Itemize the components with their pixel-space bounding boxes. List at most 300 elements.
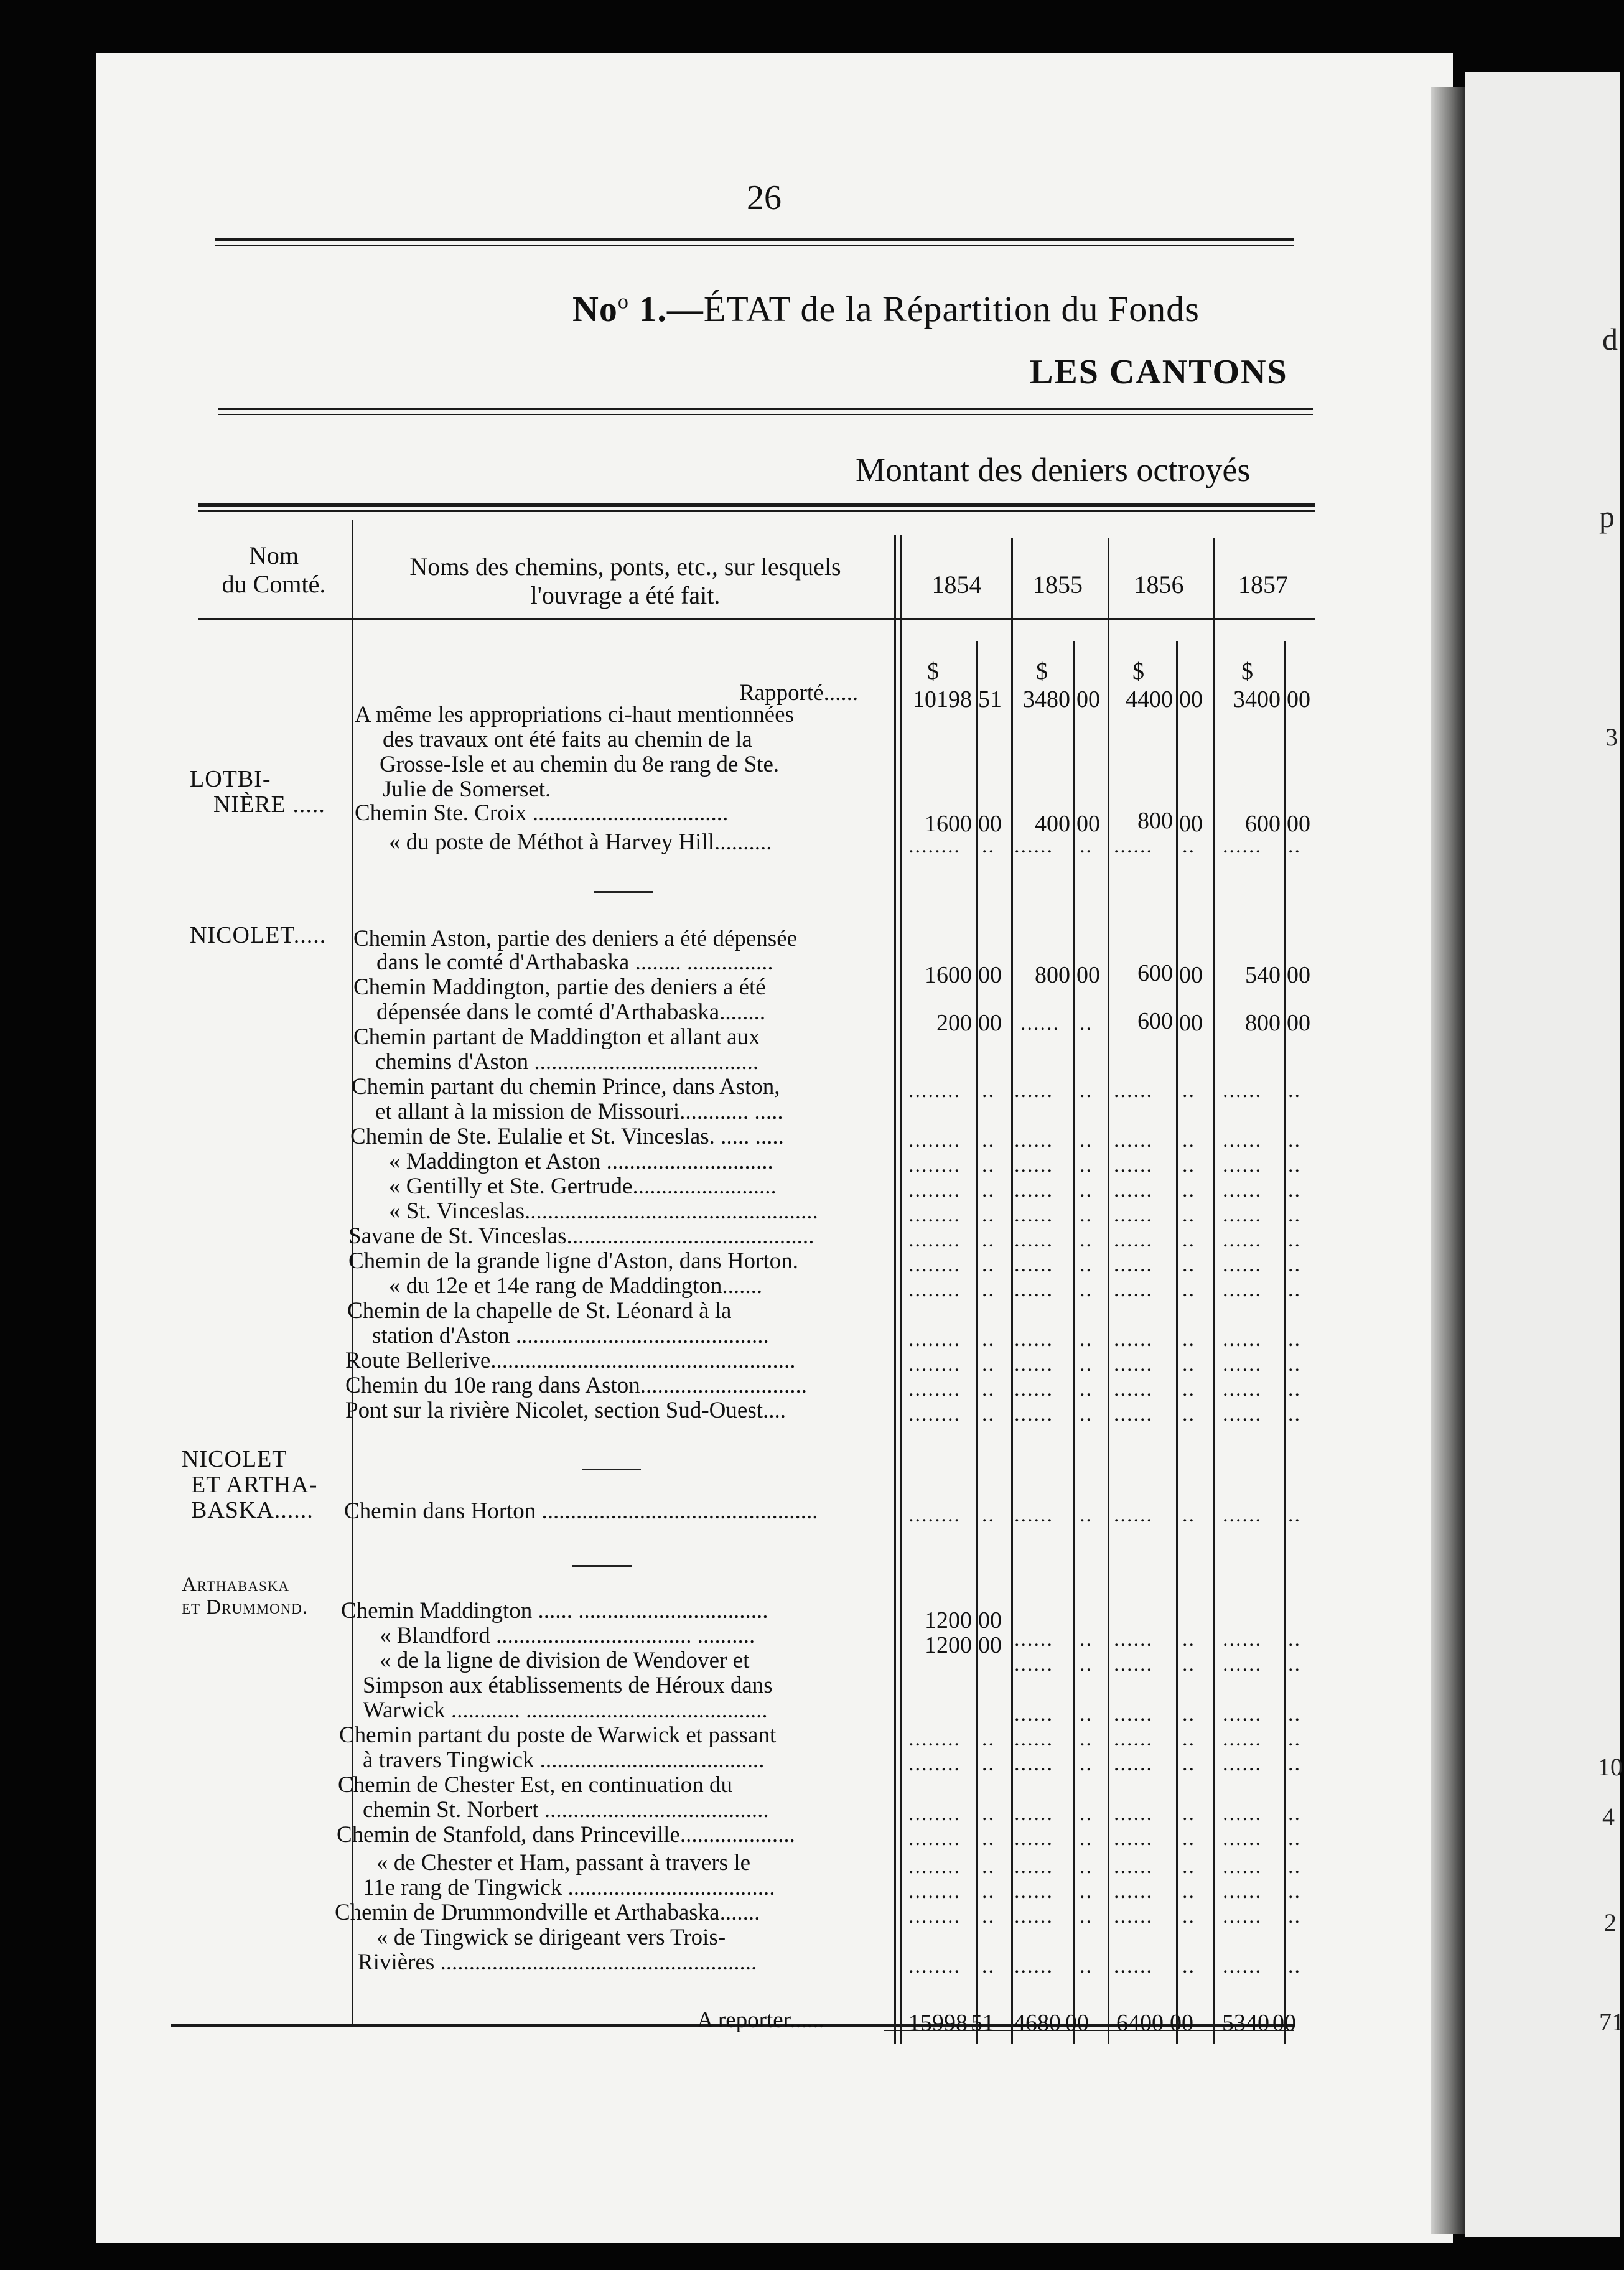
title-prefix: No [572,289,618,329]
empty-dots: ...... [1223,1880,1262,1903]
line-pont: Pont sur la rivière Nicolet, section Sud-Ouest.... [345,1398,786,1423]
empty-dots: .. [1182,1079,1195,1102]
facing-page-fragment: 2 [1604,1908,1617,1936]
line-warwick-1: Chemin partant du poste de Warwick et passant [339,1722,777,1748]
county-artha-drum-line1: Arthabaska [182,1574,290,1596]
empty-dots: ........ [908,1203,961,1226]
empty-dots: ...... [1014,1129,1053,1152]
line-madd-1: Chemin Maddington, partie des deniers a été [353,974,766,1000]
empty-dots: .. [1080,1802,1093,1825]
empty-dots: ...... [1114,1702,1153,1726]
empty-dots: .. [982,1855,995,1878]
county-column-header [205,541,342,599]
empty-dots: ...... [1014,1955,1053,1978]
amount-1854: 1600 [925,811,972,837]
empty-dots: .. [1080,1353,1093,1376]
empty-dots: ...... [1014,1802,1053,1825]
section-separator [582,1469,641,1470]
facing-page [1465,72,1620,2237]
empty-dots: .. [1080,1503,1093,1526]
empty-dots: .. [1182,1880,1195,1903]
line-prince-1: Chemin partant du chemin Prince, dans Aston, [352,1074,780,1100]
line-wendover-3: Warwick ............ .......................................... [363,1698,768,1723]
empty-dots: ........ [908,1855,961,1878]
empty-dots: .. [982,1503,995,1526]
empty-dots: .. [982,1827,995,1850]
amount-1854: 1600 [925,962,972,988]
empty-dots: .. [982,1179,995,1202]
cents-1855: 00 [1076,686,1100,712]
roads-column-divider [894,535,896,2044]
amount-1856: 600 [1137,1008,1173,1034]
section-separator [572,1565,632,1567]
year-divider-1855 [1011,538,1013,2044]
empty-dots: .. [982,1129,995,1152]
empty-dots: .. [1182,834,1195,857]
empty-dots: ...... [1114,1278,1153,1301]
empty-dots: .. [1288,1179,1301,1202]
line-ham-1: « de Chester et Ham, passant à travers le [376,1850,751,1875]
county-lotbiniere-line1: LOTBI- [190,766,271,792]
empty-dots: .. [1080,1378,1093,1401]
empty-dots: .. [1080,1203,1093,1226]
county-lotbiniere [190,767,325,818]
empty-dots: .. [1288,1228,1301,1251]
empty-dots: .. [1080,1328,1093,1351]
empty-dots: .. [1288,1403,1301,1426]
empty-dots: .. [1182,1253,1195,1276]
empty-dots: ...... [1114,1503,1153,1526]
total-cents-1857: 00 [1272,2010,1296,2036]
empty-dots: .. [982,1403,995,1426]
empty-dots: .. [1182,1955,1195,1978]
empty-dots: ...... [1014,1278,1053,1301]
empty-dots: ...... [1223,1905,1262,1928]
empty-dots: .. [1182,1752,1195,1775]
cents-1854: 51 [978,686,1002,712]
empty-dots: ........ [908,1752,961,1775]
line-madd-aston: « Maddington et Aston ............................. [389,1149,773,1174]
facing-page-fragment: 10 [1598,1753,1623,1781]
line-eulalie: Chemin de Ste. Eulalie et St. Vinceslas. ..... ..... [350,1124,784,1149]
facing-page-fragment: p [1599,499,1615,534]
county-arthabaska-drummond [182,1574,308,1618]
cents-divider-1857 [1284,641,1286,2044]
empty-dots: ...... [1223,1955,1262,1978]
empty-dots: ...... [1223,1278,1262,1301]
empty-dots: ...... [1114,1328,1153,1351]
total-1855: 4680 [1014,2010,1061,2036]
cents-1856: 00 [1179,811,1203,837]
amount-1857: 800 [1245,1010,1281,1036]
empty-dots: .. [982,1328,995,1351]
empty-dots: ........ [908,1905,961,1928]
empty-dots: .. [1080,1827,1093,1850]
empty-dots: .. [982,1154,995,1177]
line-st-vinceslas: « St. Vinceslas................................................... [389,1198,818,1224]
empty-dots: .. [1080,1727,1093,1750]
line-wendover-1: « de la ligne de division de Wendover et [380,1648,750,1673]
table-header-bottom-rule [198,618,1315,620]
empty-dots: .. [1080,834,1093,857]
county-nicolet-arthabaska [182,1447,317,1523]
total-1854: 15998 [908,2010,968,2036]
amount-1854: 1200 [925,1607,972,1633]
empty-dots: ........ [908,1129,961,1152]
roads-header-line1: Noms des chemins, ponts, etc., sur lesquels [409,553,841,581]
empty-dots: ...... [1223,1154,1262,1177]
line-trois-2: Rivières ....................................................... [358,1950,757,1975]
empty-dots: ...... [1014,1827,1053,1850]
roads-header-line2: l'ouvrage a été fait. [530,581,721,609]
empty-dots: ...... [1114,1203,1153,1226]
line-rang10: Chemin du 10e rang dans Aston............................. [345,1373,808,1398]
empty-dots: ...... [1223,1328,1262,1351]
empty-dots: .. [1288,1203,1301,1226]
empty-dots: ........ [908,1278,961,1301]
empty-dots: .. [1288,1154,1301,1177]
amount-1854: 200 [936,1010,972,1036]
empty-dots: ...... [1014,1179,1053,1202]
empty-dots: ........ [908,1328,961,1351]
empty-dots: .. [1288,1503,1301,1526]
empty-dots: .. [1288,1702,1301,1726]
county-nicolet: NICOLET..... [190,922,327,948]
cents-1857: 00 [1287,962,1310,988]
empty-dots: .. [1182,1503,1195,1526]
empty-dots: .. [1182,1228,1195,1251]
empty-dots: .. [1288,1802,1301,1825]
line-ham-2: 11e rang de Tingwick .................................... [363,1875,775,1900]
cents-divider-1855 [1073,641,1075,2044]
empty-dots: ...... [1114,1628,1153,1651]
empty-dots: ........ [908,1827,961,1850]
empty-dots: .. [1080,1278,1093,1301]
county-nicolet-artha-line1: NICOLET [182,1446,287,1472]
empty-dots: ...... [1223,1802,1262,1825]
empty-dots: .. [1182,1154,1195,1177]
empty-dots: .. [1182,1278,1195,1301]
empty-dots: .. [1288,1628,1301,1651]
line-horton: Chemin dans Horton ................................................ [344,1498,818,1524]
empty-dots: ........ [908,1353,961,1376]
line-partant-2: chemins d'Aston ....................................... [375,1049,759,1075]
empty-dots: ...... [1223,1653,1262,1676]
empty-dots: .. [1182,1727,1195,1750]
empty-dots: .. [1288,1353,1301,1376]
cents-1857: 00 [1287,1010,1310,1036]
line-chapelle-1: Chemin de la chapelle de St. Léonard à la [347,1298,732,1324]
title-number: 1.— [628,289,704,329]
empty-dots: .. [1182,1203,1195,1226]
empty-dots: ...... [1223,1702,1262,1726]
facing-page-fragment: 3 [1605,723,1618,751]
empty-dots: .. [1080,1855,1093,1878]
empty-dots: ........ [908,1955,961,1978]
empty-dots: .. [982,1228,995,1251]
county-lotbiniere-line2: NIÈRE ..... [213,792,325,818]
empty-dots: .. [1182,1353,1195,1376]
empty-dots: .. [1182,1702,1195,1726]
amount-1857: 540 [1245,962,1281,988]
empty-dots: ...... [1014,1403,1053,1426]
cents-1854: 00 [978,1632,1002,1658]
line-a-reporter: A reporter...... [697,2007,824,2033]
empty-dots: .. [982,1378,995,1401]
empty-dots: ...... [1014,1628,1053,1651]
cents-1856: 00 [1179,1010,1203,1036]
cents-divider-1854 [976,641,978,2044]
cents-1855: 00 [1076,962,1100,988]
line-aston-2: dans le comté d'Arthabaska ........ ............... [376,950,773,975]
empty-dots: ...... [1223,1179,1262,1202]
empty-dots: ...... [1223,1228,1262,1251]
line-rapporte: Rapporté...... [739,680,859,706]
empty-dots: .. [1182,1802,1195,1825]
empty-dots: ........ [908,1503,961,1526]
empty-dots: ...... [1014,1653,1053,1676]
empty-dots: ...... [1114,1802,1153,1825]
line-gentilly: « Gentilly et Ste. Gertrude......................... [389,1174,777,1199]
empty-dots: ........ [908,1727,961,1750]
total-1857: 5340 [1222,2010,1269,2036]
empty-dots: ...... [1114,1880,1153,1903]
empty-dots: ...... [1114,1353,1153,1376]
empty-dots: ...... [1014,1727,1053,1750]
empty-dots: ........ [908,1378,961,1401]
empty-dots: .. [1182,1129,1195,1152]
county-nicolet-artha-line3: BASKA...... [191,1497,314,1524]
empty-dots: .. [1288,1727,1301,1750]
roads-column-divider-double [900,535,902,2044]
empty-dots: .. [1288,1653,1301,1676]
empty-dots: .. [1182,1328,1195,1351]
empty-dots: ...... [1223,834,1262,857]
empty-dots: ...... [1223,1827,1262,1850]
facing-page-fragment: 4 [1602,1803,1615,1831]
empty-dots: .. [982,1727,995,1750]
empty-dots: ...... [1114,1727,1153,1750]
dollar-sign: $ [1241,658,1253,684]
line-rang12: « du 12e et 14e rang de Maddington....... [389,1273,763,1299]
table-top-rule-thin [198,510,1315,512]
empty-dots: ........ [908,1179,961,1202]
line-a-meme-3: Grosse-Isle et au chemin du 8e rang de Ste. [380,752,780,777]
cents-divider-1856 [1176,641,1178,2044]
title-superscript: o [617,290,629,314]
empty-dots: .. [1288,1328,1301,1351]
page-number: 26 [747,179,782,217]
amount-1854: 10198 [913,686,972,712]
line-bellerive: Route Bellerive..................................................... [345,1348,796,1373]
empty-dots: ........ [908,1228,961,1251]
year-header-1857: 1857 [1238,571,1288,599]
empty-dots: ...... [1014,1503,1053,1526]
facing-page-fragment: d [1602,322,1618,357]
cents-1857: 00 [1287,686,1310,712]
line-chapelle-2: station d'Aston ............................................ [372,1323,769,1348]
empty-dots: .. [982,1752,995,1775]
amount-1856: 800 [1137,808,1173,834]
empty-dots: ...... [1223,1079,1262,1102]
empty-dots: .. [1080,1653,1093,1676]
empty-dots: ...... [1014,1154,1053,1177]
empty-dots: .. [1080,1129,1093,1152]
total-cents-1855: 00 [1065,2010,1089,2036]
empty-dots: .. [1080,1628,1093,1651]
amount-1855: 3480 [1023,686,1070,712]
empty-dots: ...... [1114,1905,1153,1928]
empty-dots: .. [1288,1079,1301,1102]
empty-dots: ...... [1223,1628,1262,1651]
section-separator [594,891,653,893]
line-a-meme-4: Julie de Somerset. [383,777,551,802]
empty-dots: .. [1288,1129,1301,1152]
line-blandford: « Blandford .................................. .......... [380,1623,755,1648]
empty-dots: .. [1080,1228,1093,1251]
county-nicolet-artha-line2: ET ARTHA- [191,1472,318,1498]
line-savane: Savane de St. Vinceslas........................................... [348,1223,814,1249]
empty-dots: .. [1080,1253,1093,1276]
empty-dots: .. [1182,1653,1195,1676]
empty-dots: ...... [1223,1752,1262,1775]
empty-dots: ...... [1014,1253,1053,1276]
empty-dots: .. [1288,1827,1301,1850]
amount-1857: 3400 [1233,686,1281,712]
document-subtitle: LES CANTONS [1030,353,1288,391]
empty-dots: .. [1288,1378,1301,1401]
year-header-1856: 1856 [1134,571,1184,599]
empty-dots: .. [1182,1403,1195,1426]
empty-dots: ...... [1014,1855,1053,1878]
empty-dots: .. [982,1353,995,1376]
facing-page-fragment: 71 [1599,2008,1624,2036]
empty-dots: ...... [1114,1827,1153,1850]
empty-dots: ...... [1014,1752,1053,1775]
empty-dots: ...... [1114,1179,1153,1202]
empty-dots: ...... [1114,1079,1153,1102]
cents-1856: 00 [1179,686,1203,712]
total-cents-1854: 51 [971,2010,994,2036]
county-header-line2: du Comté. [222,570,326,598]
book-gutter-shadow [1431,87,1465,2234]
line-aston-1: Chemin Aston, partie des deniers a été dépensée [353,926,798,951]
empty-dots: ...... [1014,1378,1053,1401]
cents-1857: 00 [1287,811,1310,837]
empty-dots: .. [1288,1955,1301,1978]
cents-1854: 00 [978,1010,1002,1036]
empty-dots: .. [982,1203,995,1226]
year-header-1855: 1855 [1033,571,1083,599]
empty-dots: .. [1080,1403,1093,1426]
amount-1855: 800 [1035,962,1070,988]
empty-dots: .. [982,1955,995,1978]
empty-dots: ...... [1114,1403,1153,1426]
empty-dots: .. [1288,1855,1301,1878]
empty-dots: ...... [1114,1955,1153,1978]
empty-dots: ...... [1014,1353,1053,1376]
amount-1856: 4400 [1126,686,1173,712]
dollar-sign: $ [1132,658,1144,684]
empty-dots: .. [982,834,995,857]
empty-dots: ...... [1014,1905,1053,1928]
amount-1854: 1200 [925,1632,972,1658]
line-grande-ligne: Chemin de la grande ligne d'Aston, dans Horton. [348,1248,798,1274]
table-top-rule [198,503,1315,507]
cents-1854: 00 [978,1607,1002,1633]
empty-dots: ...... [1114,1653,1153,1676]
empty-dots: .. [982,1905,995,1928]
empty-dots: ...... [1014,1228,1053,1251]
empty-dots: ...... [1223,1503,1262,1526]
subtitle-rule-thin [218,414,1313,415]
empty-dots: ...... [1114,834,1153,857]
year-divider-1856 [1108,538,1109,2044]
empty-dots: .. [1182,1827,1195,1850]
empty-dots: .. [1288,1752,1301,1775]
cents-1856: 00 [1179,962,1203,988]
cents-1854: 00 [978,811,1002,837]
empty-dots: ...... [1114,1855,1153,1878]
empty-dots: .. [1080,1079,1093,1102]
empty-dots: ...... [1114,1253,1153,1276]
empty-dots: ...... [1014,1702,1053,1726]
empty-dots: .. [1080,1154,1093,1177]
line-wendover-2: Simpson aux établissements de Héroux dans [363,1673,773,1698]
line-warwick-2: à travers Tingwick ....................................... [363,1747,765,1773]
empty-dots: ...... [1014,1203,1053,1226]
empty-dots: ...... [1114,1154,1153,1177]
line-a-meme-1: A même les appropriations ci-haut mentionnées [355,702,794,727]
empty-dots: .. [1288,1278,1301,1301]
line-ste-croix: Chemin Ste. Croix .................................. [355,800,729,826]
empty-dots: ...... [1223,1727,1262,1750]
line-chester-2: chemin St. Norbert ....................................... [363,1797,769,1823]
empty-dots: ...... [1223,1353,1262,1376]
empty-dots: .. [1288,1880,1301,1903]
empty-dots: .. [1182,1179,1195,1202]
year-divider-1857 [1213,538,1215,2044]
empty-dots: .. [982,1253,995,1276]
empty-dots: ...... [1014,834,1053,857]
cents-1854: 00 [978,962,1002,988]
line-prince-2: et allant à la mission de Missouri............ ..... [375,1099,783,1124]
empty-dots: .. [1182,1905,1195,1928]
dollar-sign: $ [1036,658,1048,684]
empty-dots: .. [982,1802,995,1825]
line-madd-2: dépensée dans le comté d'Arthabaska........ [376,999,766,1025]
empty-dots: .. [1080,1752,1093,1775]
empty-dots: .. [1080,1905,1093,1928]
empty-dots: ...... [1223,1403,1262,1426]
empty-dots: ...... [1020,1012,1060,1035]
line-a-meme-2: des travaux ont été faits au chemin de la [383,727,752,752]
empty-dots: ........ [908,1154,961,1177]
empty-dots: .. [1080,1880,1093,1903]
empty-dots: .. [982,1880,995,1903]
section-heading: Montant des deniers octroyés [856,451,1251,488]
empty-dots: .. [982,1079,995,1102]
subtitle-rule [218,408,1313,410]
empty-dots: ...... [1114,1378,1153,1401]
empty-dots: ...... [1014,1880,1053,1903]
empty-dots: ...... [1114,1752,1153,1775]
empty-dots: .. [1080,1955,1093,1978]
empty-dots: .. [1288,1253,1301,1276]
line-chester-1: Chemin de Chester Est, en continuation du [338,1772,733,1798]
empty-dots: .. [1080,1012,1093,1035]
line-methot: « du poste de Méthot à Harvey Hill.......... [389,829,772,855]
